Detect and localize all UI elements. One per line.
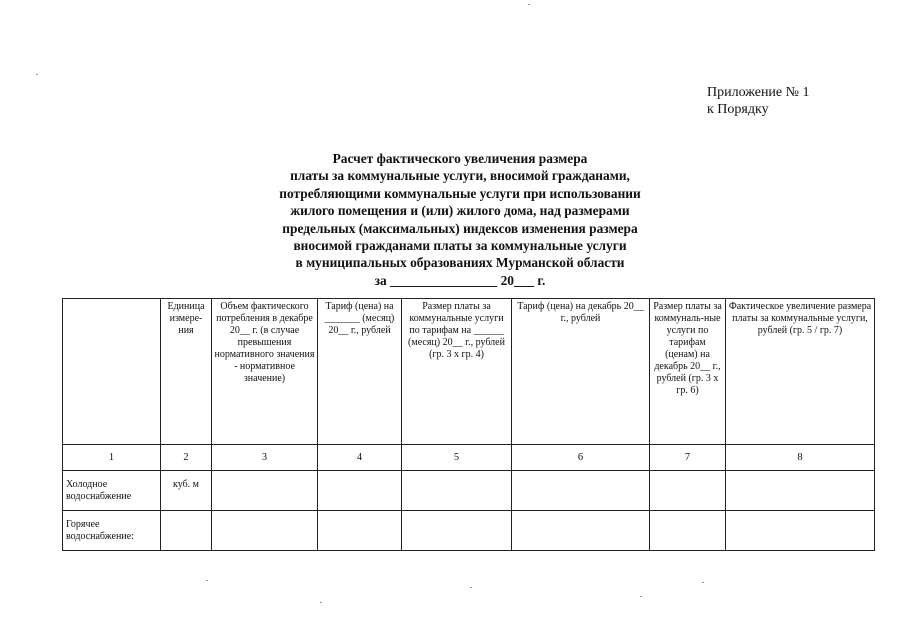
document-title: [230, 150, 690, 289]
column-number: 1: [63, 445, 161, 471]
column-number: 6: [512, 445, 650, 471]
column-number: 8: [726, 445, 875, 471]
header-cell: Тариф (цена) на _______ (месяц) 20__ г., рублей: [318, 299, 402, 445]
data-cell: [512, 511, 650, 551]
data-cell: [512, 471, 650, 511]
data-cell: [650, 471, 726, 511]
scan-speck: [640, 596, 642, 597]
header-cell: [63, 299, 161, 445]
header-cell: Тариф (цена) на декабрь 20__ г., рублей: [512, 299, 650, 445]
row-unit: куб. м: [161, 471, 212, 511]
header-cell: Единица измере-ния: [161, 299, 212, 445]
title-line: в муниципальных образованиях Мурманской области: [295, 255, 625, 271]
scan-speck: [470, 587, 472, 588]
appendix-number: Приложение № 1: [707, 85, 810, 100]
column-number: 4: [318, 445, 402, 471]
appendix-block: [707, 84, 810, 118]
header-cell: Размер платы за коммунальные услуги по тарифам на ______ (месяц) 20__ г., рублей (гр. 3 х гр. 4): [402, 299, 512, 445]
header-cell: Фактическое увеличение размера платы за коммунальные услуги, рублей (гр. 5 / гр. 7): [726, 299, 875, 445]
row-unit: [161, 511, 212, 551]
data-cell: [650, 511, 726, 551]
title-line: за ________________ 20___ г.: [374, 272, 546, 288]
title-line: потребляющими коммунальные услуги при использовании: [279, 185, 641, 201]
title-line: предельных (максимальных) индексов изменения размера: [282, 220, 638, 236]
scan-speck: [36, 74, 38, 75]
data-cell: [402, 511, 512, 551]
header-cell: Размер платы за коммуналь-ные услуги по тарифам (ценам) на декабрь 20__ г., рублей (гр. 3 х гр. 6): [650, 299, 726, 445]
column-number-row: [63, 445, 875, 471]
calculation-table: [62, 298, 875, 551]
table-header-row: [63, 299, 875, 445]
title-line: Расчет фактического увеличения размера: [332, 151, 588, 166]
column-number: 2: [161, 445, 212, 471]
data-cell: [726, 471, 875, 511]
data-cell: [318, 511, 402, 551]
row-label: Холодное водоснабжение: [63, 471, 161, 511]
scan-speck: [320, 602, 322, 603]
column-number: 3: [212, 445, 318, 471]
column-number: 7: [650, 445, 726, 471]
data-cell: [318, 471, 402, 511]
data-cell: [212, 511, 318, 551]
title-line: вносимой гражданами платы за коммунальные услуги: [293, 238, 627, 254]
scan-speck: [702, 582, 704, 583]
scan-speck: [528, 4, 530, 5]
table-row: [63, 471, 875, 511]
data-cell: [402, 471, 512, 511]
data-cell: [726, 511, 875, 551]
scan-speck: [206, 580, 208, 581]
title-line: платы за коммунальные услуги, вносимой гражданами,: [290, 168, 630, 184]
title-line: жилого помещения и (или) жилого дома, над размерами: [290, 203, 630, 219]
header-cell: Объем фактического потребления в декабре 20__ г. (в случае превышения нормативного значения - нормативное значение): [212, 299, 318, 445]
column-number: 5: [402, 445, 512, 471]
appendix-reference: к Порядку: [707, 102, 769, 117]
data-cell: [212, 471, 318, 511]
table-row: [63, 511, 875, 551]
row-label: Горячее водоснабжение:: [63, 511, 161, 551]
